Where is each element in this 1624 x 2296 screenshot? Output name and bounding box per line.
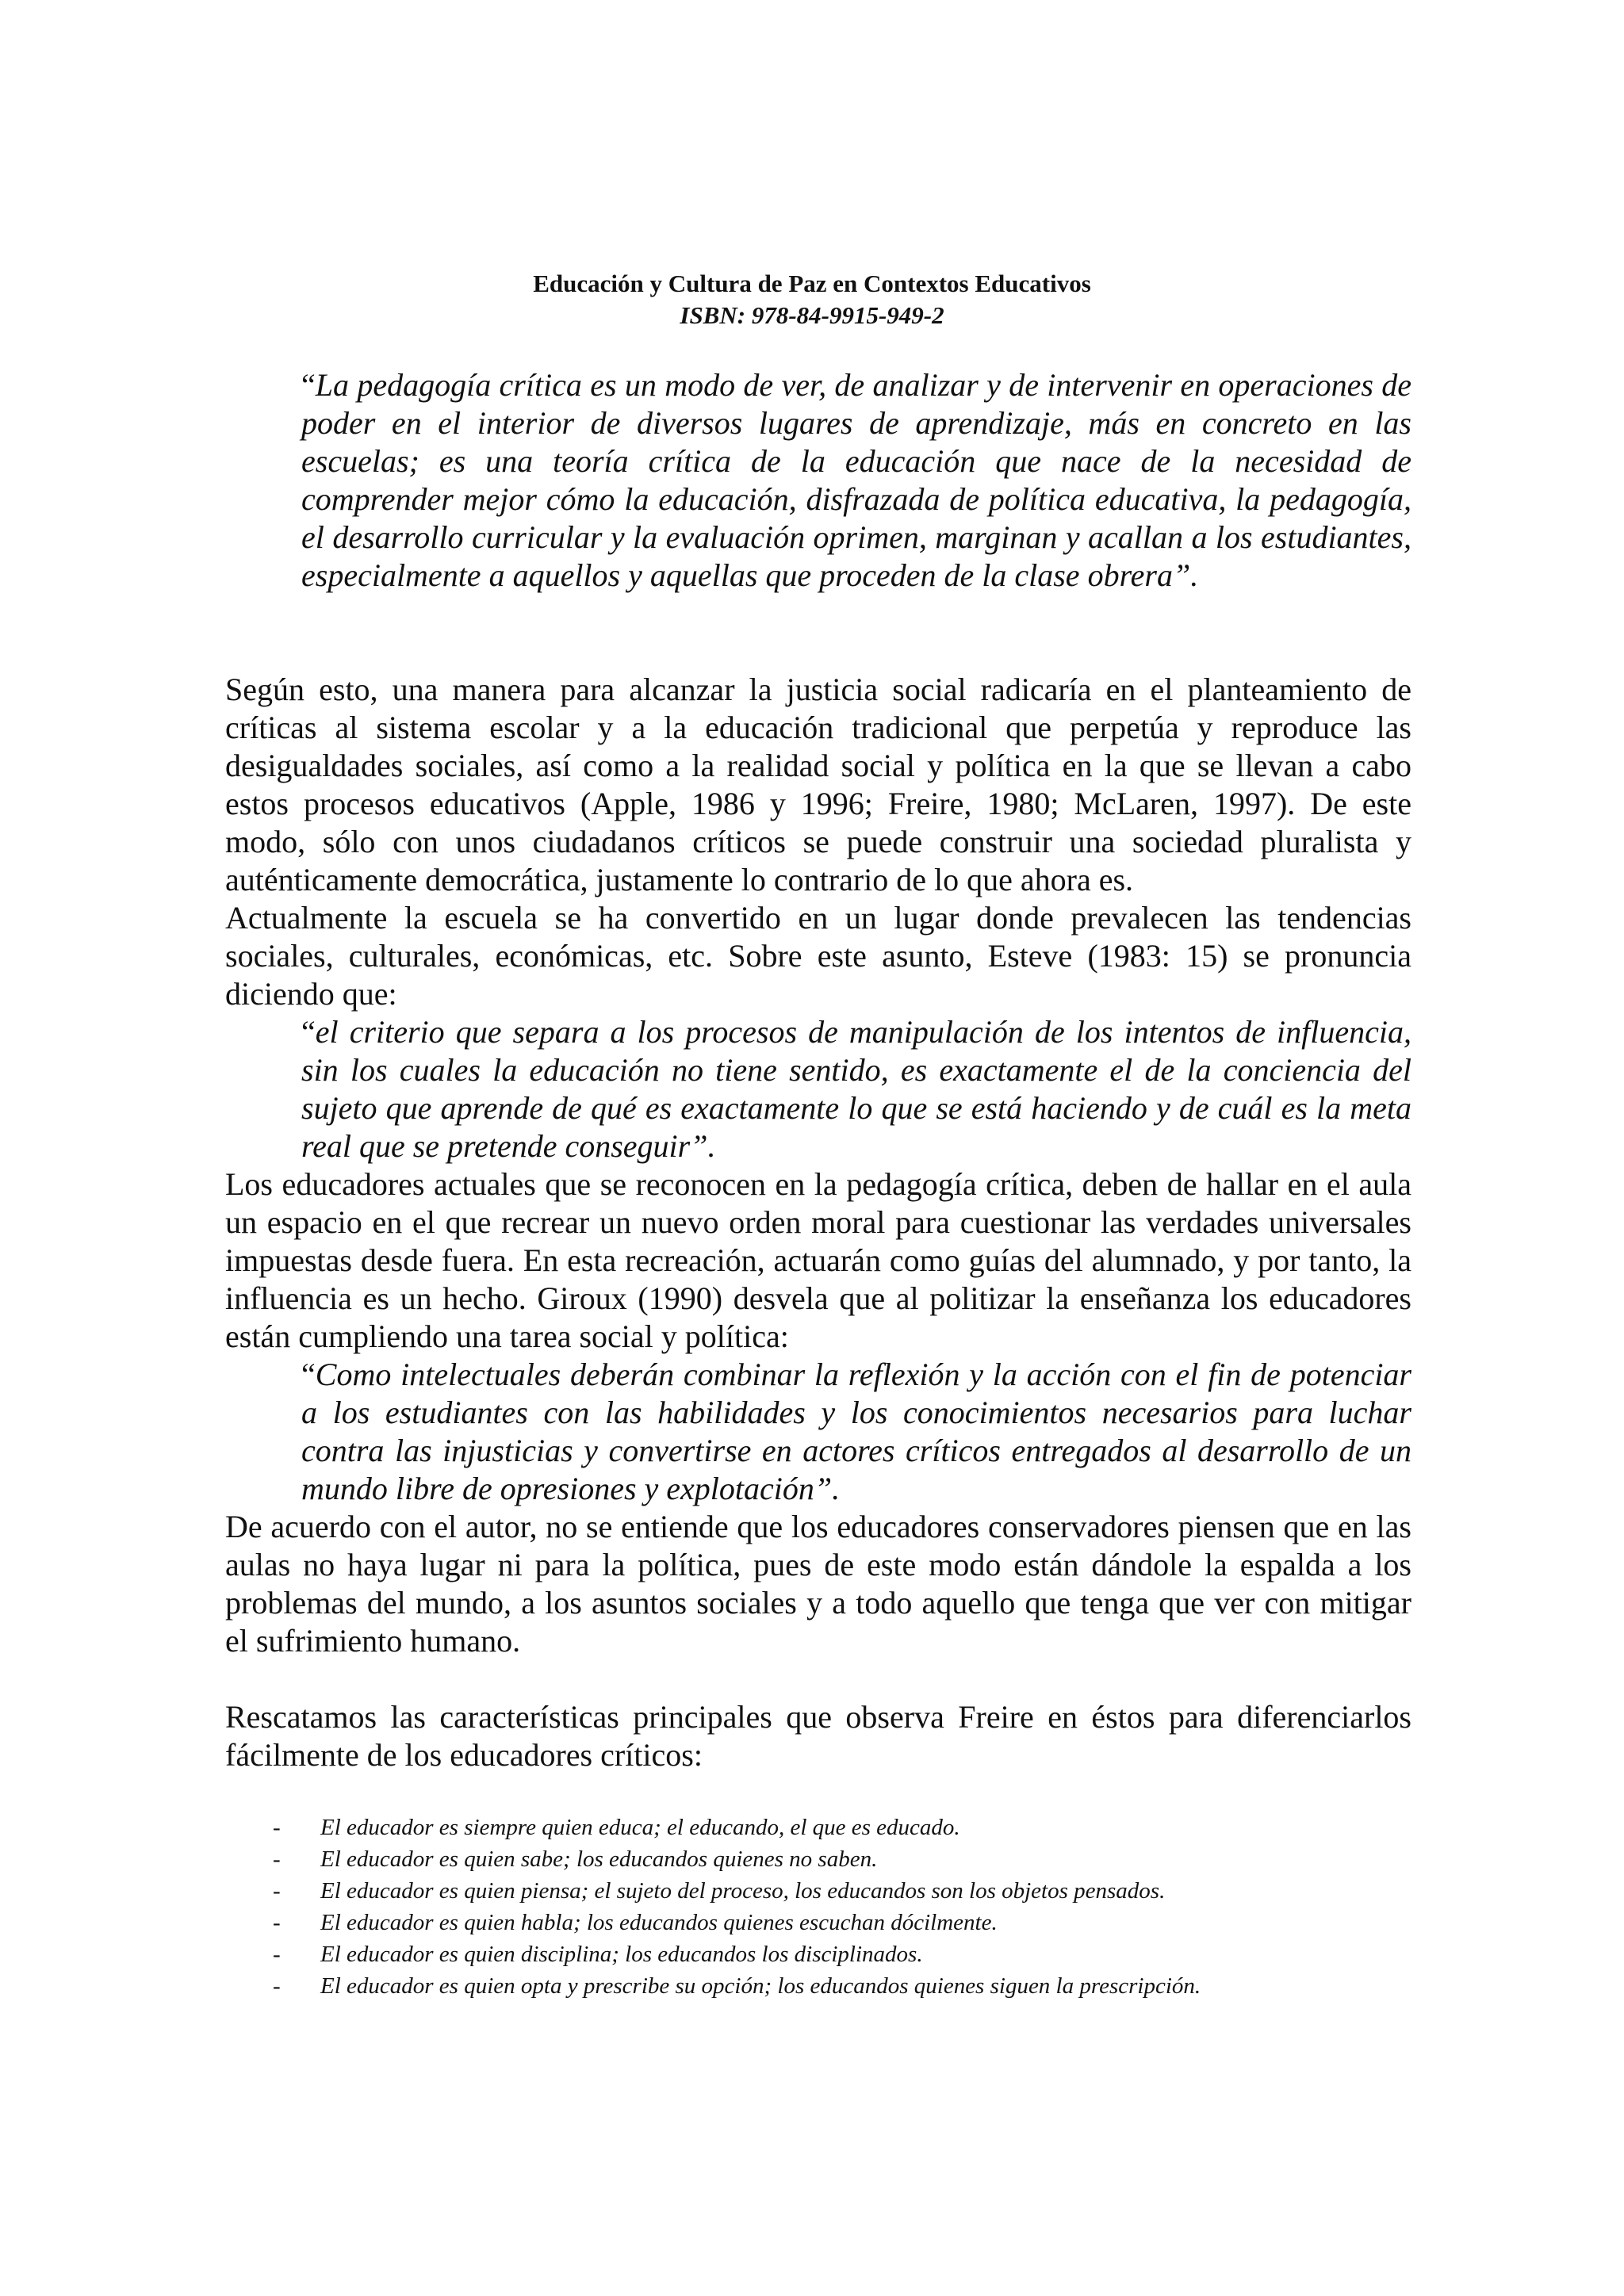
book-title: Educación y Cultura de Paz en Contextos Educativos bbox=[533, 270, 1091, 297]
list-item-text: El educador es quien disciplina; los educandos los disciplinados. bbox=[320, 1942, 923, 1967]
list-item bbox=[225, 1970, 1415, 2002]
isbn-line: ISBN: 978-84-9915-949-2 bbox=[680, 301, 944, 329]
quote-text: La pedagogía crítica es un modo de ver, de analizar y de intervenir en operaciones de poder en el interior de diversos lugares de aprendizaje, más en concreto en las escuelas; es una teoría crítica de la educación que nace de la necesidad de comprender mejor cómo la educación, disfrazada de política educativa, la pedagogía, el desarrollo curricular y la evaluación oprimen, marginan y acallan a los estudiantes, especialmente a aquellos y aquellas que proceden de la clase obrera”. bbox=[301, 367, 1411, 593]
bullet-dash: - bbox=[273, 1973, 281, 1999]
quote-block-3 bbox=[301, 1356, 1411, 1508]
list-item-text: El educador es quien opta y prescribe su opción; los educandos quienes siguen la prescripción. bbox=[320, 1973, 1201, 1999]
bullet-dash: - bbox=[273, 1846, 281, 1872]
paragraph-block-3 bbox=[225, 1508, 1411, 1660]
list-item bbox=[225, 1812, 1415, 1843]
quote-block-1 bbox=[301, 366, 1411, 595]
list-item-text: El educador es siempre quien educa; el educando, el que es educado. bbox=[320, 1815, 960, 1840]
list-item bbox=[225, 1875, 1415, 1907]
bullet-dash: - bbox=[273, 1878, 281, 1904]
quote-open-mark: “ bbox=[301, 1357, 316, 1392]
list-item bbox=[225, 1843, 1415, 1875]
bullet-dash: - bbox=[273, 1910, 281, 1935]
list-item-text: El educador es quien piensa; el sujeto del proceso, los educandos son los objetos pensados. bbox=[320, 1878, 1166, 1904]
paragraph-block-2 bbox=[225, 1165, 1411, 1356]
bullet-dash: - bbox=[273, 1942, 281, 1967]
list-item-text: El educador es quien sabe; los educandos quienes no saben. bbox=[320, 1846, 878, 1872]
bullet-list bbox=[225, 1812, 1415, 2002]
quote-open-mark: “ bbox=[301, 367, 316, 403]
quote-text: el criterio que separa a los procesos de manipulación de los intentos de influencia, sin los cuales la educación no tiene sentido, es exactamente el de la conciencia del sujeto que aprende de qué es exactamente lo que se está haciendo y de cuál es la meta real que se pretende conseguir”. bbox=[301, 1014, 1411, 1164]
page-header bbox=[0, 268, 1624, 331]
paragraph: De acuerdo con el autor, no se entiende que los educadores conservadores piensen que en las aulas no haya lugar ni para la política, pues de este modo están dándole la espalda a los problemas del mundo, a los asuntos sociales y a todo aquello que tenga que ver con mitigar el sufrimiento humano. bbox=[225, 1509, 1411, 1659]
bullet-dash: - bbox=[273, 1815, 281, 1840]
list-item bbox=[225, 1907, 1415, 1938]
paragraph: Actualmente la escuela se ha convertido en un lugar donde prevalecen las tendencias sociales, culturales, económicas, etc. Sobre este asunto, Esteve (1983: 15) se pronuncia diciendo que: bbox=[225, 900, 1411, 1012]
quote-open-mark: “ bbox=[301, 1014, 316, 1050]
paragraph: Los educadores actuales que se reconocen en la pedagogía crítica, deben de hallar en el aula un espacio en el que recrear un nuevo orden moral para cuestionar las verdades universales impuestas desde fuera. En esta recreación, actuarán como guías del alumnado, y por tanto, la influencia es un hecho. Giroux (1990) desvela que al politizar la enseñanza los educadores están cumpliendo una tarea social y política: bbox=[225, 1166, 1411, 1354]
paragraph: Rescatamos las características principales que observa Freire en éstos para diferenciarlos fácilmente de los educadores críticos: bbox=[225, 1699, 1411, 1773]
paragraph-block-4 bbox=[225, 1698, 1411, 1774]
list-item-text: El educador es quien habla; los educandos quienes escuchan dócilmente. bbox=[320, 1910, 998, 1935]
quote-text: Como intelectuales deberán combinar la reflexión y la acción con el fin de potenciar a los estudiantes con las habilidades y los conocimientos necesarios para luchar contra las injusticias y convertirse en actores críticos entregados al desarrollo de un mundo libre de opresiones y explotación”. bbox=[301, 1357, 1411, 1506]
paragraph: Según esto, una manera para alcanzar la justicia social radicaría en el planteamiento de críticas al sistema escolar y a la educación tradicional que perpetúa y reproduce las desigualdades sociales, así como a la realidad social y política en la que se llevan a cabo estos procesos educativos (Apple, 1986 y 1996; Freire, 1980; McLaren, 1997). De este modo, sólo con unos ciudadanos críticos se puede construir una sociedad pluralista y auténticamente democrática, justamente lo contrario de lo que ahora es. bbox=[225, 672, 1411, 897]
list-item bbox=[225, 1938, 1415, 1970]
paragraph-block-1 bbox=[225, 671, 1411, 1013]
quote-block-2 bbox=[301, 1013, 1411, 1165]
